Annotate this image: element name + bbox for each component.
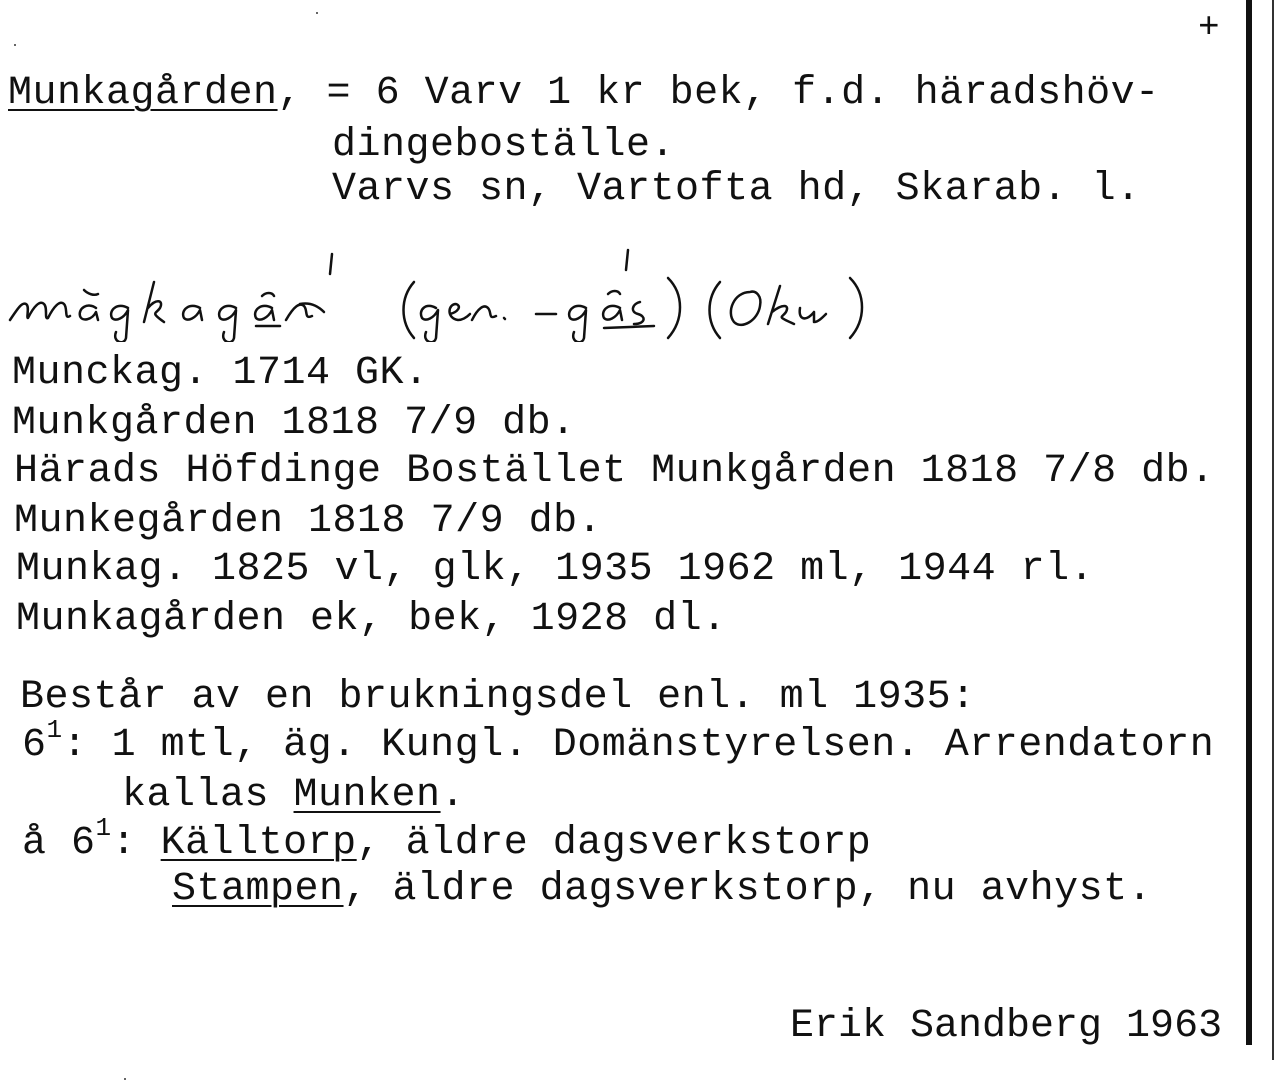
card-edge-line xyxy=(1246,0,1252,1045)
composition-item-1-cont xyxy=(122,774,465,818)
item-3-text: , äldre dagsverkstorp, nu avhyst. xyxy=(343,867,1153,912)
scan-speck xyxy=(316,12,318,14)
item-2-colon: : xyxy=(111,821,161,866)
item-1-superscript: 1 xyxy=(46,715,63,745)
handwritten-pronunciation xyxy=(4,242,884,342)
item-1-cont-suffix: . xyxy=(440,773,466,818)
header-line-3: Varvs sn, Vartofta hd, Skarab. l. xyxy=(332,167,1141,212)
item-2-text: , äldre dagsverkstorp xyxy=(356,821,872,866)
torp-name-kalltorp: Källtorp xyxy=(160,821,357,866)
card-edge-line-outer xyxy=(1272,0,1274,1060)
attestation-line: Munkagården ek, bek, 1928 dl. xyxy=(16,597,727,642)
attestation-line: Härads Höfdinge Bostället Munkgården 1818 7/8 db. xyxy=(14,449,1215,494)
attestation-line: Munkag. 1825 vl, glk, 1935 1962 ml, 1944 rl. xyxy=(16,547,1095,592)
header-line-1 xyxy=(8,72,1160,116)
composition-item-1 xyxy=(22,715,1215,770)
scan-speck xyxy=(124,1078,126,1080)
item-1-cont-prefix: kallas xyxy=(122,773,294,818)
composition-item-2 xyxy=(22,813,872,868)
corner-mark: + xyxy=(1198,7,1220,48)
item-2-prefix: å 6 xyxy=(22,821,96,866)
composition-intro: Består av en brukningsdel enl. ml 1935: xyxy=(20,675,976,720)
torp-name-stampen: Stampen xyxy=(172,867,344,912)
item-2-superscript: 1 xyxy=(95,813,112,843)
attestation-line: Munkgården 1818 7/9 db. xyxy=(12,401,576,446)
item-1-text: : 1 mtl, äg. Kungl. Domänstyrelsen. Arrendatorn xyxy=(62,723,1215,768)
place-name: Munkagården xyxy=(8,71,278,116)
attestation-line: Munkegården 1818 7/9 db. xyxy=(14,499,603,544)
farmer-nickname: Munken xyxy=(293,773,441,818)
header-line-2: dingeboställe. xyxy=(332,123,676,168)
signature: Erik Sandberg 1963 xyxy=(790,1004,1223,1049)
composition-item-3 xyxy=(172,868,1152,912)
header-line-1-text: , = 6 Varv 1 kr bek, f.d. häradshöv- xyxy=(277,71,1160,116)
item-1-number: 6 xyxy=(22,723,47,768)
attestation-line: Munckag. 1714 GK. xyxy=(12,351,429,396)
scan-speck xyxy=(14,44,16,46)
